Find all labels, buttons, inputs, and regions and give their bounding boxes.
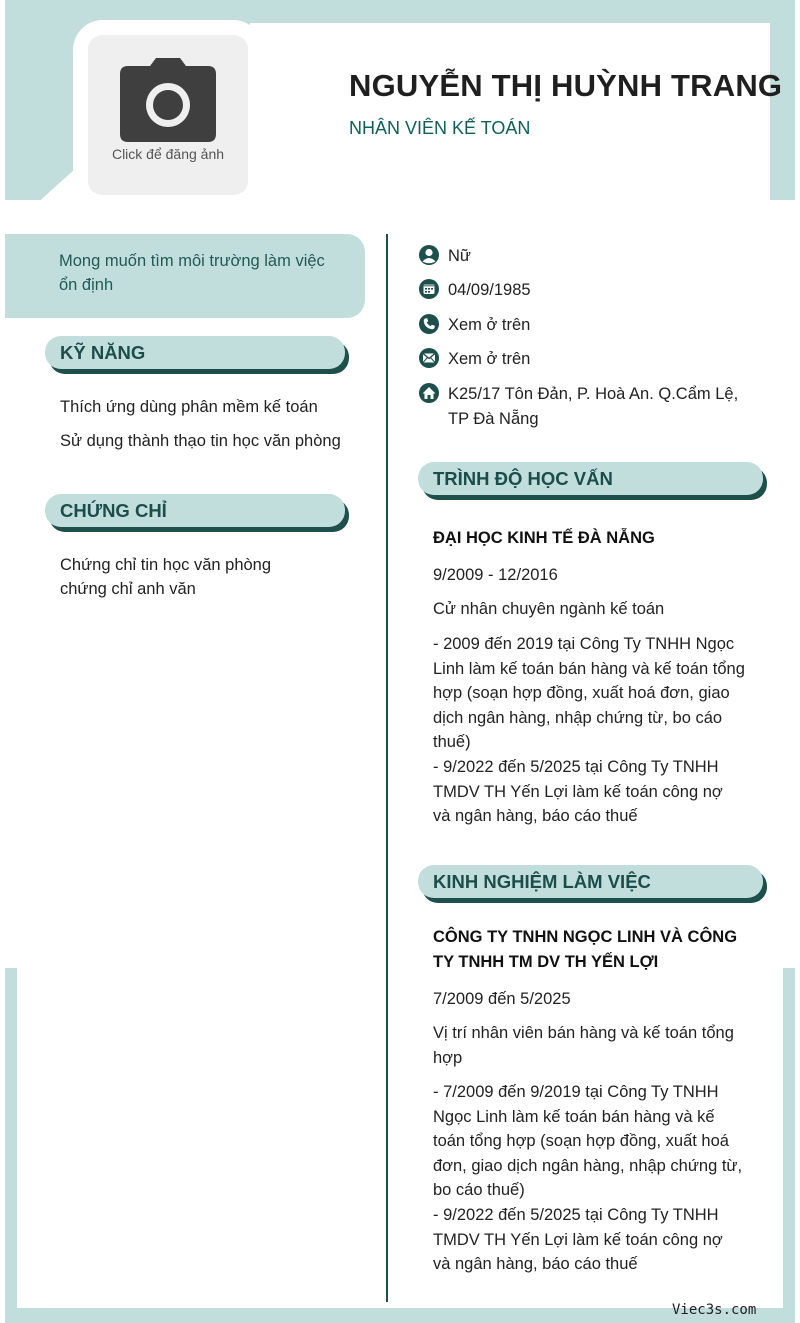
experience-period: 7/2009 đến 5/2025 bbox=[433, 990, 571, 1008]
phone-row bbox=[418, 313, 748, 338]
email-value: Xem ở trên bbox=[448, 350, 531, 368]
education-school: ĐẠI HỌC KINH TẾ ĐÀ NẴNG bbox=[433, 529, 655, 547]
certificate-item: Chứng chỉ tin học văn phòng bbox=[60, 556, 272, 574]
experience-company: CÔNG TY TNHN NGỌC LINH VÀ CÔNG TY TNHH TM DV TH YẾN LỢI bbox=[433, 928, 738, 971]
education-note: - 9/2022 đến 5/2025 tại Công Ty TNHH TMDV TH Yến Lợi làm kế toán công nợ và ngân hàng, báo cáo thuế bbox=[433, 758, 723, 825]
certificate-item: chứng chỉ anh văn bbox=[60, 580, 196, 598]
photo-upload-label: Click để đăng ảnh bbox=[111, 146, 225, 162]
birthday-value: 04/09/1985 bbox=[448, 281, 531, 299]
career-objective: Mong muốn tìm môi trường làm việc ổn định bbox=[5, 234, 365, 318]
experience-position: Vị trí nhân viên bán hàng và kế toán tổng hợp bbox=[433, 1024, 734, 1067]
user-icon bbox=[418, 244, 440, 266]
site-watermark: Viec3s.com bbox=[672, 1302, 757, 1318]
experience-detail: - 7/2009 đến 9/2019 tại Công Ty TNHH Ngọc Linh làm kế toán bán hàng và kế toán tổng hợp (soạn hợp đồng, xuất hoá đơn, giao dịch ngân hàng, nhập chứng từ, bo cáo thuế) bbox=[433, 1083, 743, 1199]
job-title: NHÂN VIÊN KẾ TOÁN bbox=[349, 118, 531, 138]
education-degree: Cử nhân chuyên ngành kế toán bbox=[433, 600, 665, 618]
skill-item: Sử dụng thành thạo tin học văn phòng bbox=[60, 432, 341, 450]
address-row bbox=[418, 382, 748, 431]
gender-row bbox=[418, 244, 748, 269]
education-heading: TRÌNH ĐỘ HỌC VẤN bbox=[418, 462, 763, 495]
education-note: - 2009 đến 2019 tại Công Ty TNHH Ngọc Linh làm kế toán bán hàng và kế toán tổng hợp (soạn hợp đồng, xuất hoá đơn, giao dịch ngân hàng, nhập chứng từ, bo cáo thuế) bbox=[433, 635, 745, 751]
experience-detail: - 9/2022 đến 5/2025 tại Công Ty TNHH TMDV TH Yến Lợi làm kế toán công nợ và ngân hàng, báo cáo thuế bbox=[433, 1206, 723, 1273]
calendar-icon bbox=[418, 278, 440, 300]
phone-icon bbox=[418, 313, 440, 335]
column-divider bbox=[386, 234, 388, 1302]
address-value: K25/17 Tôn Đản, P. Hoà An. Q.Cẩm Lệ, TP Đà Nẵng bbox=[448, 385, 739, 428]
birthday-row bbox=[418, 278, 748, 303]
gender-value: Nữ bbox=[448, 247, 471, 265]
education-period: 9/2009 - 12/2016 bbox=[433, 566, 558, 584]
envelope-icon bbox=[418, 347, 440, 369]
experience-heading: KINH NGHIỆM LÀM VIỆC bbox=[418, 865, 763, 898]
email-row bbox=[418, 347, 748, 372]
certificates-heading: CHỨNG CHỈ bbox=[45, 494, 345, 527]
photo-upload[interactable] bbox=[88, 35, 248, 195]
candidate-name: NGUYỄN THỊ HUỲNH TRANG bbox=[349, 68, 783, 103]
home-icon bbox=[418, 382, 440, 404]
camera-icon bbox=[120, 58, 216, 142]
skills-heading: KỸ NĂNG bbox=[45, 336, 345, 369]
header-panel bbox=[250, 23, 770, 200]
phone-value: Xem ở trên bbox=[448, 316, 531, 334]
skill-item: Thích ứng dùng phân mềm kế toán bbox=[60, 398, 318, 416]
